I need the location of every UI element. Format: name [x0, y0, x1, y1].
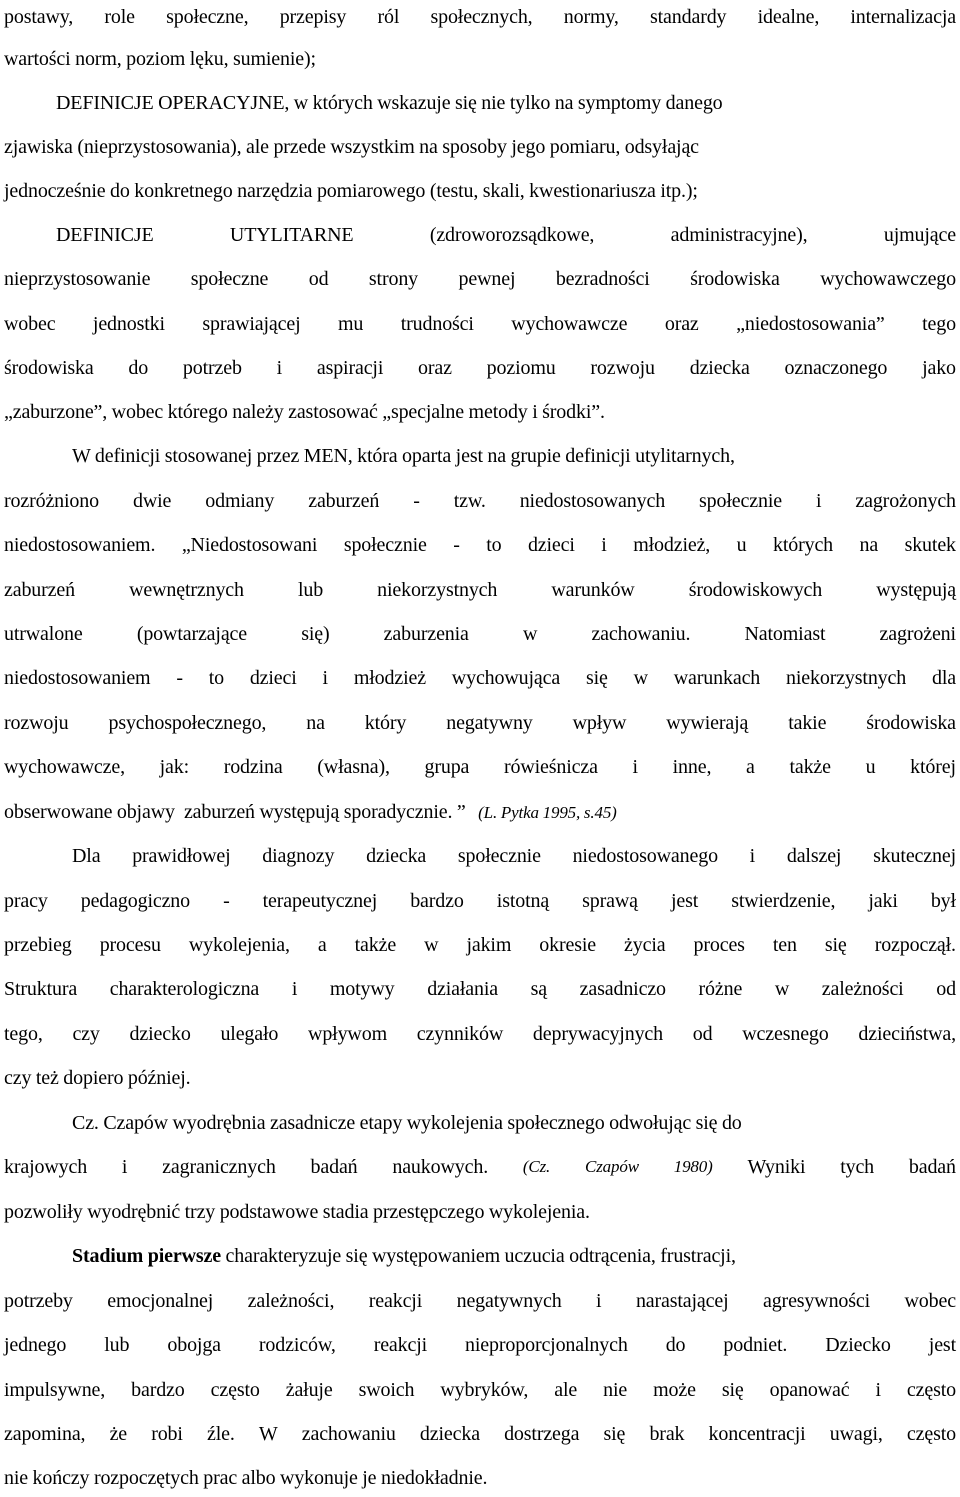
word: niedostosowaniem	[4, 667, 151, 689]
quote-text: obserwowane objawy zaburzeń występują sporadycznie. ”	[4, 801, 466, 823]
word: także	[354, 934, 397, 956]
word: wczesnego	[742, 1023, 829, 1045]
text-line	[4, 930, 956, 960]
word: na	[306, 712, 325, 734]
word: jaki	[868, 890, 898, 912]
citation: 1980)	[673, 1157, 713, 1176]
word: a	[746, 756, 755, 778]
word: okresie	[539, 934, 596, 956]
word: wychowawczego	[820, 268, 956, 290]
word: wewnętrznych	[129, 579, 244, 601]
word: rozwoju	[590, 357, 655, 379]
word: dziecka	[419, 1423, 480, 1445]
word: wybryków,	[440, 1379, 529, 1401]
text-line: Cz. Czapów wyodrębnia zasadnicze etapy wykolejenia społecznego odwołując się do	[72, 1112, 742, 1134]
word: źle.	[206, 1423, 235, 1445]
word: jakim	[466, 934, 512, 956]
word: -	[453, 534, 460, 556]
word: środowiskowych	[688, 579, 823, 601]
text-line	[4, 663, 956, 693]
text-line	[4, 1152, 956, 1182]
word: koncentracji	[708, 1423, 806, 1445]
word: jednostki	[92, 313, 165, 335]
word: -	[413, 490, 420, 512]
citation: Czapów	[585, 1157, 639, 1176]
word: rozpoczął.	[874, 934, 956, 956]
word: istotną	[496, 890, 550, 912]
word: potrzeb	[182, 357, 242, 379]
word: środowiska	[4, 357, 94, 379]
text-run: charakteryzuje się występowaniem uczucia odtrącenia, frustracji,	[220, 1245, 736, 1267]
word: (powtarzające	[136, 623, 248, 645]
word: robi	[151, 1423, 183, 1445]
word: i	[276, 357, 283, 379]
word: w	[522, 623, 538, 645]
word: przepisy	[279, 6, 347, 28]
word: której	[910, 756, 956, 778]
word: młodzież,	[633, 534, 711, 556]
word: dalszej	[786, 845, 842, 867]
word: jak:	[159, 756, 189, 778]
word: Wyniki	[747, 1156, 806, 1178]
word: występują	[876, 579, 956, 601]
text-line: nie kończy rozpoczętych prac albo wykonuje je niedokładnie.	[4, 1467, 488, 1489]
text-line	[4, 752, 956, 782]
text-line	[4, 486, 956, 516]
word: był	[930, 890, 956, 912]
word: swoich	[358, 1379, 415, 1401]
word: oznaczonego	[784, 357, 888, 379]
word: niedostosowanego	[572, 845, 718, 867]
word: zagrożeni	[879, 623, 956, 645]
word: od	[936, 978, 956, 1000]
word: się	[585, 667, 608, 689]
word: młodzież	[353, 667, 426, 689]
word: dzieciństwa,	[858, 1023, 956, 1045]
text-line	[4, 619, 956, 649]
word: odmiany	[205, 490, 275, 512]
word: rówieśnicza	[503, 756, 598, 778]
word: ulegało	[220, 1023, 279, 1045]
word: diagnozy	[262, 845, 335, 867]
word: i	[291, 978, 298, 1000]
word: których	[772, 534, 834, 556]
word: W	[258, 1423, 278, 1445]
word: poziomu	[486, 357, 556, 379]
word: „niedostosowania”	[736, 313, 885, 335]
word: mu	[338, 313, 364, 335]
word: ten	[772, 934, 797, 956]
word: idealne,	[757, 6, 820, 28]
word: dziecka	[689, 357, 750, 379]
word: dwie	[132, 490, 172, 512]
text-line: „zaburzone”, wobec którego należy zastosować „specjalne metody i środki”.	[4, 401, 605, 423]
word: badań	[310, 1156, 358, 1178]
word: lub	[104, 1334, 130, 1356]
word: czynników	[416, 1023, 504, 1045]
word: są	[530, 978, 548, 1000]
word: wpływ	[572, 712, 627, 734]
word: zależności,	[247, 1290, 335, 1312]
word: zaburzenia	[383, 623, 469, 645]
word: negatywny	[446, 712, 533, 734]
word: rozróżniono	[4, 490, 99, 512]
word: Dla	[72, 845, 101, 867]
word: społecznie	[457, 845, 541, 867]
word: i	[322, 667, 328, 689]
word: i	[596, 1290, 602, 1312]
word: jest	[670, 890, 699, 912]
word: inne,	[672, 756, 712, 778]
word: że	[109, 1423, 128, 1445]
text-line	[72, 841, 956, 871]
word: tych	[840, 1156, 875, 1178]
word: warunkach	[673, 667, 761, 689]
word: bardzo	[131, 1379, 185, 1401]
word: sprawą	[582, 890, 638, 912]
text-line	[4, 353, 956, 383]
word: społecznie	[699, 490, 782, 512]
word: dostrzega	[504, 1423, 580, 1445]
word: krajowych	[4, 1156, 88, 1178]
word: u	[865, 756, 876, 778]
word: tzw.	[453, 490, 486, 512]
word: terapeutycznej	[262, 890, 378, 912]
text-line: wartości norm, poziom lęku, sumienie);	[4, 48, 316, 70]
word: społecznie	[343, 534, 427, 556]
word: do	[128, 357, 149, 379]
word: się	[603, 1423, 626, 1445]
text-line: pozwoliły wyodrębnić trzy podstawowe stadia przestępczego wykolejenia.	[4, 1201, 590, 1223]
word: pracy	[4, 890, 48, 912]
word: -	[223, 890, 230, 912]
word: Natomiast	[744, 623, 826, 645]
word: zasadniczo	[579, 978, 666, 1000]
word: niekorzystnych	[786, 667, 907, 689]
word: administracyjne),	[670, 224, 808, 246]
word: role	[104, 6, 135, 28]
text-line	[4, 2, 956, 32]
word: wobec	[4, 313, 56, 335]
word: rodzina	[223, 756, 283, 778]
word: oraz	[664, 313, 699, 335]
word: psychospołecznego,	[108, 712, 267, 734]
word: brak	[649, 1423, 685, 1445]
word: strony	[368, 268, 419, 290]
word: „Niedostosowani	[181, 534, 318, 556]
text-line	[4, 1330, 956, 1360]
word: charakterologiczna	[109, 978, 260, 1000]
word: oraz	[418, 357, 452, 379]
text-line: DEFINICJE OPERACYJNE, w których wskazuje się nie tylko na symptomy danego	[56, 92, 723, 114]
text-line	[4, 708, 956, 738]
word: w	[774, 978, 790, 1000]
word: deprywacyjnych	[532, 1023, 663, 1045]
word: trudności	[400, 313, 474, 335]
word: emocjonalnej	[107, 1290, 214, 1312]
document-page	[4, 0, 956, 1497]
word: może	[653, 1379, 696, 1401]
word: normy,	[563, 6, 619, 28]
word: impulsywne,	[4, 1379, 106, 1401]
word: który	[364, 712, 407, 734]
word: rodziców,	[258, 1334, 336, 1356]
word: obojga	[167, 1334, 221, 1356]
word: jako	[922, 357, 956, 379]
word: pewnej	[458, 268, 516, 290]
word: skutek	[904, 534, 956, 556]
word: ról	[377, 6, 400, 28]
text-line	[4, 974, 956, 1004]
word: DEFINICJE	[56, 224, 154, 246]
word: agresywności	[762, 1290, 871, 1312]
word: tego	[922, 313, 956, 335]
word: zagranicznych	[162, 1156, 276, 1178]
word: naukowych.	[392, 1156, 489, 1178]
word: społeczne	[190, 268, 269, 290]
word: i	[875, 1379, 881, 1401]
word: zaburzeń	[4, 579, 75, 601]
word: sprawiającej	[202, 313, 301, 335]
word: narastającej	[635, 1290, 729, 1312]
word: internalizacja	[850, 6, 956, 28]
text-line	[4, 264, 956, 294]
word: i	[815, 490, 822, 512]
word: bezradności	[555, 268, 650, 290]
word: i	[632, 756, 638, 778]
word: społeczne,	[166, 6, 249, 28]
text-line	[4, 886, 956, 916]
word: życia	[624, 934, 666, 956]
word: zapomina,	[4, 1423, 86, 1445]
word: u	[736, 534, 747, 556]
word: wychowawcze	[511, 313, 628, 335]
text-line: czy też dopiero później.	[4, 1067, 191, 1089]
word: aspiracji	[316, 357, 384, 379]
word: grupa	[424, 756, 470, 778]
word: często	[906, 1423, 956, 1445]
text-line: jednocześnie do konkretnego narzędzia pomiarowego (testu, skali, kwestionariusza itp.);	[4, 180, 698, 202]
citation: (Cz.	[522, 1157, 551, 1176]
word: społecznych,	[430, 6, 533, 28]
word: nieproporcjonalnych	[465, 1334, 628, 1356]
word: pedagogiczno	[80, 890, 190, 912]
word: rozwoju	[4, 712, 69, 734]
word: zaburzeń	[308, 490, 380, 512]
word: i	[749, 845, 756, 867]
word: takie	[788, 712, 827, 734]
word: działania	[427, 978, 499, 1000]
word: potrzeby	[4, 1290, 73, 1312]
word: reakcji	[368, 1290, 423, 1312]
word: na	[859, 534, 879, 556]
word: się	[824, 934, 847, 956]
word: także	[789, 756, 831, 778]
section-heading: Stadium pierwsze	[72, 1245, 221, 1267]
word: negatywnych	[456, 1290, 562, 1312]
word: bardzo	[410, 890, 464, 912]
word: ale	[554, 1379, 578, 1401]
word: postawy,	[4, 6, 74, 28]
word: w	[633, 667, 648, 689]
word: wykolejenia,	[188, 934, 290, 956]
word: się)	[301, 623, 330, 645]
word: Struktura	[4, 978, 78, 1000]
word: często	[210, 1379, 260, 1401]
word: wobec	[904, 1290, 956, 1312]
word: wywierają	[666, 712, 749, 734]
word: niedostosowaniem.	[4, 534, 156, 556]
text-line	[4, 1419, 956, 1449]
word: w	[424, 934, 439, 956]
text-line	[4, 1375, 956, 1405]
word: opanować	[769, 1379, 850, 1401]
word: czy	[72, 1023, 100, 1045]
word: Dziecko	[825, 1334, 891, 1356]
word: to	[208, 667, 224, 689]
text-line: zjawiska (nieprzystosowania), ale przede wszystkim na sposoby jego pomiaru, odsyłając	[4, 136, 699, 158]
word: procesu	[99, 934, 161, 956]
word: uwagi,	[829, 1423, 883, 1445]
word: standardy	[650, 6, 727, 28]
word: motywy	[329, 978, 395, 1000]
word: nieprzystosowanie	[4, 268, 151, 290]
word: warunków	[551, 579, 635, 601]
word: reakcji	[373, 1334, 428, 1356]
word: środowiska	[866, 712, 956, 734]
word: nie	[603, 1379, 628, 1401]
word: wpływom	[308, 1023, 387, 1045]
text-line	[72, 1241, 956, 1271]
word: często	[906, 1379, 956, 1401]
word: niekorzystnych	[377, 579, 498, 601]
word: zachowaniu	[301, 1423, 396, 1445]
word: od	[308, 268, 329, 290]
text-line: W definicji stosowanej przez MEN, która oparta jest na grupie definicji utylitarnych,	[72, 445, 735, 467]
word: różne	[698, 978, 743, 1000]
text-line	[4, 1286, 956, 1316]
word: zagrożonych	[855, 490, 956, 512]
text-line	[4, 797, 956, 827]
word: dziecko	[129, 1023, 191, 1045]
word: lub	[297, 579, 324, 601]
word: (własna),	[317, 756, 390, 778]
word: wychowawcze,	[4, 756, 125, 778]
word: żałuje	[285, 1379, 333, 1401]
text-line	[56, 220, 956, 250]
word: dla	[931, 667, 956, 689]
word: od	[692, 1023, 713, 1045]
word: i	[121, 1156, 128, 1178]
word: to	[486, 534, 502, 556]
word: i	[601, 534, 607, 556]
text-line	[4, 530, 956, 560]
word: ujmujące	[883, 224, 956, 246]
word: przebieg	[4, 934, 72, 956]
text-line	[4, 575, 956, 605]
text-line	[4, 309, 956, 339]
word: zależności	[821, 978, 904, 1000]
word: (zdroworozsądkowe,	[429, 224, 595, 246]
word: skutecznej	[873, 845, 956, 867]
word: środowiska	[690, 268, 780, 290]
word: się	[721, 1379, 744, 1401]
word: -	[176, 667, 183, 689]
word: niedostosowanych	[519, 490, 666, 512]
word: dzieci	[527, 534, 575, 556]
word: badań	[908, 1156, 956, 1178]
word: prawidłowej	[132, 845, 231, 867]
word: UTYLITARNE	[229, 224, 354, 246]
text-line	[4, 1019, 956, 1049]
word: proces	[693, 934, 745, 956]
word: podniet.	[723, 1334, 788, 1356]
citation: (L. Pytka 1995, s.45)	[478, 803, 617, 822]
word: utrwalone	[4, 623, 83, 645]
word: jednego	[4, 1334, 67, 1356]
word: wychowująca	[451, 667, 561, 689]
word: a	[317, 934, 327, 956]
word: dzieci	[249, 667, 297, 689]
word: do	[665, 1334, 686, 1356]
word: jest	[928, 1334, 956, 1356]
word: dziecka	[366, 845, 427, 867]
word: tego,	[4, 1023, 43, 1045]
word: zachowaniu.	[591, 623, 691, 645]
word: stwierdzenie,	[731, 890, 836, 912]
